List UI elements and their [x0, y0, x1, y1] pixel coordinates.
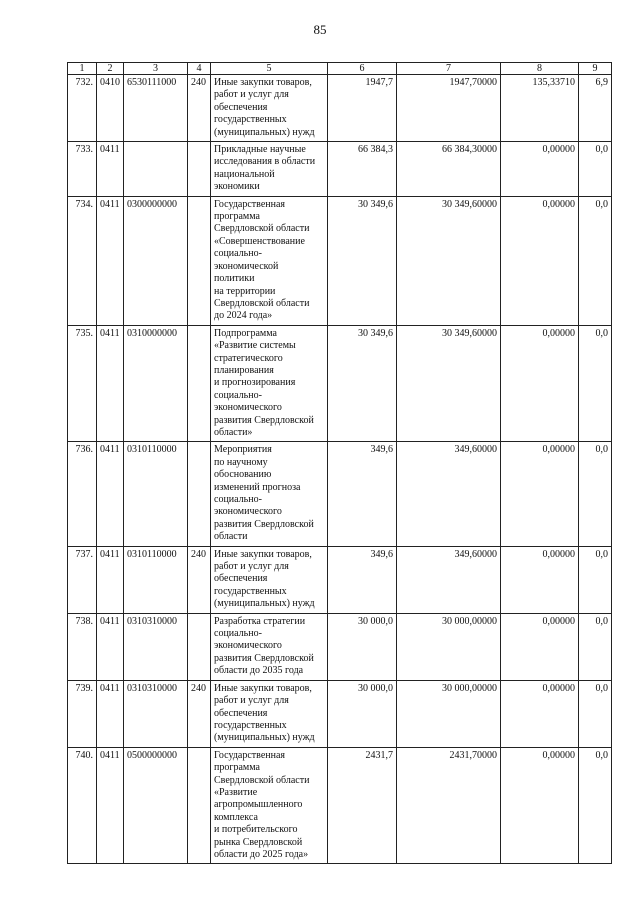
header-cell: 5	[211, 63, 328, 75]
expense-type-cell	[188, 325, 211, 442]
section-code-cell: 0410	[97, 75, 124, 142]
table-row	[68, 442, 612, 546]
amount-cell-8: 135,33710	[501, 75, 579, 142]
percent-cell-9: 0,0	[579, 325, 612, 442]
item-name-cell: Государственная программа Свердловской области «Совершенствование социально- экономической политики на территории Свердловской области до 2024 года»	[211, 196, 328, 325]
amount-cell-6: 349,6	[328, 546, 397, 613]
table-row	[68, 680, 612, 747]
header-cell: 4	[188, 63, 211, 75]
target-code-cell	[124, 142, 188, 197]
row-number-cell: 740.	[68, 747, 97, 864]
expense-type-cell	[188, 613, 211, 680]
expense-type-cell	[188, 142, 211, 197]
percent-cell-9: 0,0	[579, 546, 612, 613]
percent-cell-9: 0,0	[579, 747, 612, 864]
amount-cell-8: 0,00000	[501, 196, 579, 325]
amount-cell-6: 2431,7	[328, 747, 397, 864]
target-code-cell: 0310310000	[124, 680, 188, 747]
amount-cell-7: 30 000,00000	[397, 680, 501, 747]
item-name-cell: Иные закупки товаров, работ и услуг для обеспечения государственных (муниципальных) нужд	[211, 546, 328, 613]
amount-cell-6: 1947,7	[328, 75, 397, 142]
row-number-cell: 735.	[68, 325, 97, 442]
percent-cell-9: 0,0	[579, 442, 612, 546]
target-code-cell: 0500000000	[124, 747, 188, 864]
header-row	[68, 63, 612, 75]
section-code-cell: 0411	[97, 196, 124, 325]
row-number-cell: 734.	[68, 196, 97, 325]
amount-cell-8: 0,00000	[501, 747, 579, 864]
header-cell: 8	[501, 63, 579, 75]
header-cell: 3	[124, 63, 188, 75]
amount-cell-7: 30 000,00000	[397, 613, 501, 680]
row-number-cell: 736.	[68, 442, 97, 546]
header-cell: 7	[397, 63, 501, 75]
header-cell: 2	[97, 63, 124, 75]
amount-cell-8: 0,00000	[501, 680, 579, 747]
amount-cell-6: 30 349,6	[328, 325, 397, 442]
table-row	[68, 747, 612, 864]
amount-cell-7: 30 349,60000	[397, 325, 501, 442]
percent-cell-9: 0,0	[579, 613, 612, 680]
amount-cell-8: 0,00000	[501, 142, 579, 197]
expense-type-cell: 240	[188, 546, 211, 613]
amount-cell-7: 2431,70000	[397, 747, 501, 864]
item-name-cell: Подпрограмма «Развитие системы стратегического планирования и прогнозирования социально- экономического развития Свердловской области»	[211, 325, 328, 442]
percent-cell-9: 0,0	[579, 680, 612, 747]
row-number-cell: 733.	[68, 142, 97, 197]
expense-type-cell	[188, 442, 211, 546]
row-number-cell: 737.	[68, 546, 97, 613]
amount-cell-8: 0,00000	[501, 546, 579, 613]
item-name-cell: Прикладные научные исследования в области национальной экономики	[211, 142, 328, 197]
section-code-cell: 0411	[97, 747, 124, 864]
table-row	[68, 75, 612, 142]
item-name-cell: Иные закупки товаров, работ и услуг для обеспечения государственных (муниципальных) нужд	[211, 680, 328, 747]
amount-cell-7: 30 349,60000	[397, 196, 501, 325]
amount-cell-7: 349,60000	[397, 442, 501, 546]
row-number-cell: 738.	[68, 613, 97, 680]
table-row	[68, 546, 612, 613]
target-code-cell: 0310310000	[124, 613, 188, 680]
expense-type-cell	[188, 196, 211, 325]
expense-type-cell: 240	[188, 75, 211, 142]
amount-cell-7: 1947,70000	[397, 75, 501, 142]
target-code-cell: 6530111000	[124, 75, 188, 142]
item-name-cell: Государственная программа Свердловской области «Развитие агропромышленного комплекса и потребительского рынка Свердловской области до 2025 года»	[211, 747, 328, 864]
table-body	[68, 75, 612, 864]
row-number-cell: 732.	[68, 75, 97, 142]
target-code-cell: 0300000000	[124, 196, 188, 325]
item-name-cell: Мероприятия по научному обоснованию изменений прогноза социально- экономического развития Свердловской области	[211, 442, 328, 546]
item-name-cell: Иные закупки товаров, работ и услуг для обеспечения государственных (муниципальных) нужд	[211, 75, 328, 142]
amount-cell-8: 0,00000	[501, 442, 579, 546]
amount-cell-8: 0,00000	[501, 325, 579, 442]
section-code-cell: 0411	[97, 442, 124, 546]
header-cell: 9	[579, 63, 612, 75]
budget-table	[67, 62, 612, 864]
header-cell: 6	[328, 63, 397, 75]
target-code-cell: 0310000000	[124, 325, 188, 442]
percent-cell-9: 0,0	[579, 142, 612, 197]
target-code-cell: 0310110000	[124, 442, 188, 546]
section-code-cell: 0411	[97, 142, 124, 197]
page-number: 85	[313, 22, 327, 37]
amount-cell-6: 30 000,0	[328, 613, 397, 680]
table-row	[68, 325, 612, 442]
amount-cell-7: 349,60000	[397, 546, 501, 613]
amount-cell-6: 66 384,3	[328, 142, 397, 197]
section-code-cell: 0411	[97, 613, 124, 680]
table-row	[68, 196, 612, 325]
item-name-cell: Разработка стратегии социально- экономического развития Свердловской области до 2035 года	[211, 613, 328, 680]
section-code-cell: 0411	[97, 325, 124, 442]
expense-type-cell	[188, 747, 211, 864]
table-row	[68, 142, 612, 197]
target-code-cell: 0310110000	[124, 546, 188, 613]
amount-cell-7: 66 384,30000	[397, 142, 501, 197]
table-row	[68, 613, 612, 680]
amount-cell-6: 349,6	[328, 442, 397, 546]
percent-cell-9: 6,9	[579, 75, 612, 142]
amount-cell-8: 0,00000	[501, 613, 579, 680]
expense-type-cell: 240	[188, 680, 211, 747]
amount-cell-6: 30 000,0	[328, 680, 397, 747]
row-number-cell: 739.	[68, 680, 97, 747]
amount-cell-6: 30 349,6	[328, 196, 397, 325]
percent-cell-9: 0,0	[579, 196, 612, 325]
section-code-cell: 0411	[97, 546, 124, 613]
section-code-cell: 0411	[97, 680, 124, 747]
header-cell: 1	[68, 63, 97, 75]
